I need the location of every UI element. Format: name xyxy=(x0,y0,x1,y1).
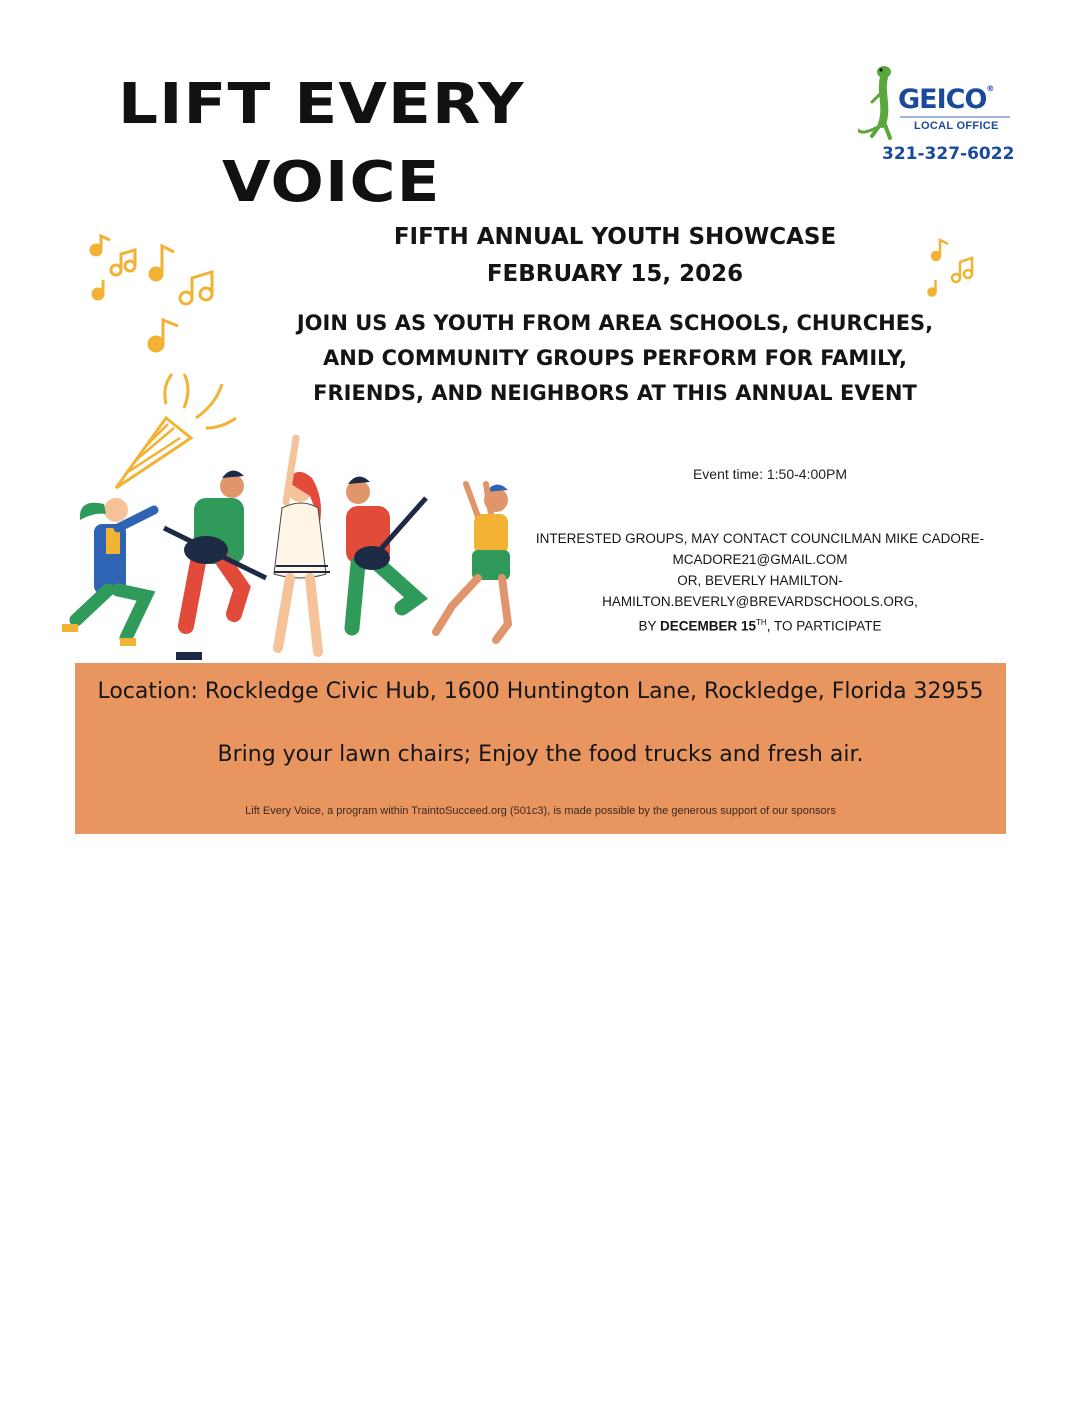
contact-email: MCADORE21@GMAIL.COM xyxy=(672,552,848,567)
contact-line: INTERESTED GROUPS, MAY CONTACT COUNCILMAN MIKE CADORE- xyxy=(535,531,985,546)
logo-divider xyxy=(900,116,1010,118)
dancing-youth-illustration xyxy=(56,228,526,668)
registered-mark: ® xyxy=(986,84,994,93)
guitarist-figure xyxy=(164,470,266,660)
geico-wordmark xyxy=(898,84,993,115)
deadline-prefix: BY xyxy=(638,618,657,634)
contact-email: HAMILTON.BEVERLY@BREVARDSCHOOLS.ORG, xyxy=(602,594,918,609)
event-time: Event time: 1:50-4:00PM xyxy=(692,466,848,482)
singer-figure xyxy=(274,438,330,652)
bring-text: Bring your lawn chairs; Enjoy the food trucks and fresh air. xyxy=(217,742,864,767)
dancer-figure xyxy=(436,484,510,640)
contact-info xyxy=(500,528,1020,637)
location-band xyxy=(75,663,1006,834)
music-notes-icon xyxy=(91,236,212,351)
deadline-suffix: TH xyxy=(756,618,767,627)
sponsor-note: Lift Every Voice, a program within TraintoSucceed.org (501c3), is made possible by the generous support of our sponsors xyxy=(245,805,836,817)
title-line-2: VOICE xyxy=(222,150,441,215)
guitarist-figure xyxy=(346,476,426,628)
geico-brand-text: GEICO xyxy=(898,84,987,115)
deadline-line xyxy=(500,612,1020,637)
contact-line: OR, BEVERLY HAMILTON- xyxy=(677,573,843,588)
deadline-closing: , TO PARTICIPATE xyxy=(766,618,882,634)
event-name: FIFTH ANNUAL YOUTH SHOWCASE xyxy=(393,224,837,250)
party-popper-icon xyxy=(116,374,236,488)
dancer-figure xyxy=(62,498,154,646)
music-notes-icon xyxy=(912,234,982,304)
intro-line: AND COMMUNITY GROUPS PERFORM FOR FAMILY, xyxy=(323,346,907,370)
office-phone: 321-327-6022 xyxy=(882,144,1015,164)
event-date: FEBRUARY 15, 2026 xyxy=(486,261,744,287)
title-line-1: LIFT EVERY xyxy=(118,72,525,137)
intro-line: JOIN US AS YOUTH FROM AREA SCHOOLS, CHURCHES, xyxy=(296,311,934,335)
local-office-label: LOCAL OFFICE xyxy=(914,120,999,132)
location-text: Location: Rockledge Civic Hub, 1600 Huntington Lane, Rockledge, Florida 32955 xyxy=(97,679,984,704)
geico-logo xyxy=(858,62,1018,172)
deadline-date: DECEMBER 15 xyxy=(660,618,757,634)
intro-line: FRIENDS, AND NEIGHBORS AT THIS ANNUAL EVENT xyxy=(313,381,917,405)
